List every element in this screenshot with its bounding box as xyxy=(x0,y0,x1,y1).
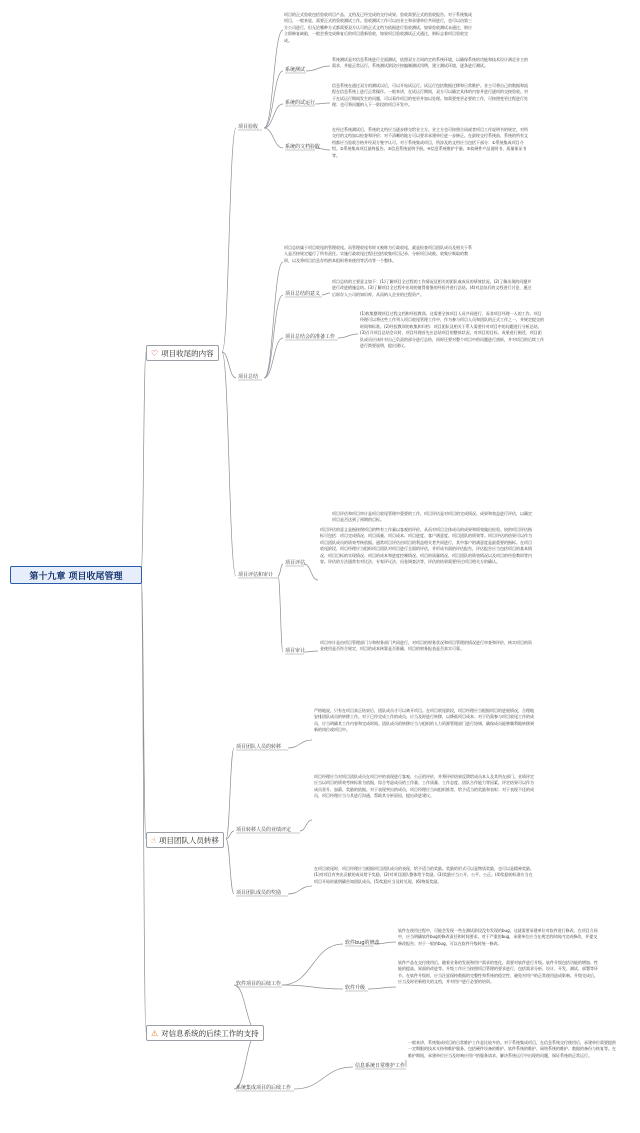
note-sys-docs: 在经过系统测试后，系统的文档应当逐步移交给业主方。业主方也可按照合同或者项目工作说明书的规定，对所交付的文档加以检查和评价；对不清晰的地方可以要求承建单位进一步修正。在最终交付系统前，系统的所有文档都应当验收合格并经双方签字认可。对于系统集成项目，所涉及的文档应当包括下部分：①系统集成项目介绍。②系统集成项目最终报告。③信息系统说明手册。④信息系统维护手册。⑤软硬件产品说明书、质量保证书等。 xyxy=(332,127,528,158)
note-transfer-personnel: 严格地说，只有在项目真正结束后，团队成员才可以离开项目。在项目收尾阶段，项目经理应当根据项目的进展情况，合理地安排团队成员的转移工作。对于已经完成工作的成员，应当及时进行转移，以降低项目成本；对于仍需参与项目收尾工作的成员，应当明确其工作内容和完成时间。团队成员的转移应当与组织的人力资源管理部门进行协调，确保成员能够顺利地转移到新的岗位或项目中。 xyxy=(314,708,534,733)
connector-sys-docs xyxy=(264,128,283,148)
node-sys-followup[interactable]: 系统集成项目的后续工作 xyxy=(236,1085,292,1091)
alert-icon: ⚠ xyxy=(151,1028,159,1038)
note-member-reward: 在项目收尾时，项目经理应当根据项目团队成员的表现，给予适当的奖励。奖励的形式可以是物质奖励，也可以是精神奖励。(1)对项目有突出贡献的成员给予奖励。(2)对项目团队整体给予奖励。(3)奖励应当公开、公平、公正。(4)奖励的标准应当在项目开始时就明确告知团队成员。(5)奖励应当及时兑现。(6)物质奖励。 xyxy=(314,866,534,884)
branch-label: 项目收尾的内容 xyxy=(161,348,214,358)
connector-member-reward xyxy=(226,839,234,894)
connector-note-sys-test xyxy=(306,66,330,71)
note-transfer-rule: 项目经理应当对项目团队成员在项目中的表现进行客观、公正的评价，并将评价结果反馈给成员本人及其所在部门。业绩评定应当以项目的绩效考核标准为依据，综合考虑成员的工作量、工作质量、工作态度、团队合作能力等因素。评定结果可以作为成员晋升、加薪、奖励的依据。对于表现突出的成员，项目经理应当向组织推荐，给予适当的奖励和表彰；对于表现不佳的成员，项目经理应当与其进行沟通，帮助其分析原因，提出改进建议。 xyxy=(314,774,534,799)
node-acceptance[interactable]: 项目验收 xyxy=(238,124,259,130)
node-sys-test[interactable]: 系统测试 xyxy=(285,67,306,73)
connector-sys-daily xyxy=(294,1067,353,1089)
connector-sw-upgrade xyxy=(282,985,343,989)
connector-summary-meaning xyxy=(264,295,283,378)
node-summary-prep[interactable]: 项目总结会的准备工作 xyxy=(285,334,336,340)
connector-note-summary-meaning xyxy=(322,293,330,295)
node-project-eval[interactable]: 项目评估 xyxy=(285,560,306,566)
note-summary-meaning: 项目总结的主要意义如下：(1)了解项目全过程的工作情况及相关的团队或成员的绩效状况。(2)了解出现的问题并进行改进措施总结。(3)了解项目全过程中出现的值得借鉴的经验并进行总结。(4)对总结后的文档进行讨论，通过后即存入公司的知识库，从而纳入企业的过程资产。 xyxy=(332,279,532,297)
node-sw-upgrade[interactable]: 软件升级 xyxy=(345,985,366,991)
connector-acceptance-intro xyxy=(264,30,283,128)
connector-note-project-audit xyxy=(304,651,318,652)
note-summary-prep: (1)收集整理项目过程文档和经验教训。这需要全体项目人员共同进行，而非项目经理一人的工作。项目经理可以将这些工作列入项目收尾管理工作中，作为参与项目人员和团队的正式工作之一，并规定提交的时间和标准。(2)经验教训的收集和归档：项目团队及相关干系人需要针对项目中的问题进行分析总结。(3)召开项目总结会议时，项目经理首先应总结项目的整体状况，对项目的目标、成果进行阐述，项目团队成员应该针对自己负责的部分进行总结，同时还要对整个项目中的问题进行剖析，并对项目的后续工作进行简要说明，提出建议。 xyxy=(360,311,544,349)
node-project-audit[interactable]: 项目审计 xyxy=(285,648,306,654)
connector-transfer-personnel xyxy=(226,748,234,839)
connector-evaluation xyxy=(222,352,236,576)
branch-team-transfer[interactable] xyxy=(146,832,224,848)
root-node-title[interactable]: 第十九章 项目收尾管理 xyxy=(10,566,142,584)
connector-bug-fix xyxy=(282,944,343,985)
note-sys-daily: 一般来讲，系统集成项目的日常维护工作是比较多的。对于系统集成项目，在信息系统交付使用后，承建单位需要提供一定期限的技术支持和维护服务，包括硬件设备的维护、软件系统的维护、网络系统的维护、数据的备份与恢复等。在维护期间，承建单位应当及时响应用户的服务请求，解决系统运行中出现的问题，保证系统的正常运行。 xyxy=(408,1040,616,1058)
note-project-eval: 项目评估的意义是指按照项目的特有工作量以客观的评价，从而对项目全体成员的成果和绩效做出检验。较的项目评估指标可包括：项目完成情况、项目质量、项目成本、项目进度、客户满意度、项目团队的绩效等。项目评估的结果可以作为项目团队成员的绩效考核依据。通常项目评估由项目的利益相关者共同进行，其中客户的满意度是最重要的指标。在项目收尾阶段，项目经理应当组织项目团队对项目进行全面的评估，并形成书面的评估报告，评估报告应当包括项目的基本情况、项目目标的实现情况、项目的成本和进度控制情况、项目的质量情况、项目团队的绩效情况以及项目的经验教训等内容。评估的方法通常有对比法、专家评议法、问卷调查法等，评估的结果需要经过项目相关方的确认。 xyxy=(320,527,532,565)
node-member-reward[interactable]: 项目团队成员的奖励 xyxy=(236,890,282,896)
node-summary-meaning[interactable]: 项目总结的意义 xyxy=(285,291,321,297)
connector-note-member-reward xyxy=(288,886,312,894)
connector-project-eval xyxy=(278,564,283,576)
connector-note-sys-trial xyxy=(315,103,330,104)
connector-root-content xyxy=(141,352,146,574)
note-bug-fix: 软件在使用过程中，可能会发现一些在测试阶段没有发现的bug，这就需要承建单位对软件进行修改。在项目合同中，应当明确软件bug的修改责任和时间要求。对于严重的bug，承建单位应当在规定的时间内完成修改，并提交修改报告；对于一般的bug，可以在软件升级时统一修改。 xyxy=(398,928,598,946)
node-summary[interactable]: 项目总结 xyxy=(238,374,259,380)
connector-summary xyxy=(222,352,236,378)
connector-root-followup xyxy=(141,574,146,1032)
connector-note-sw-upgrade xyxy=(368,987,396,989)
node-sys-daily[interactable]: 信息系统日常维护工作 xyxy=(355,1063,406,1069)
note-eval-intro: 项目评估和项目审计是项目收尾管理中重要的工作。项目评估是对项目的完成情况、成果和效益进行评估，以确定项目是否达到了预期的目标。 xyxy=(332,511,532,523)
note-acceptance-intro: 项目的正式验收包括验收项目产品、文档及已经完成的交付成果。验收需要正式的验收报告。对于系统集成项目，一般来说，需要正式的验收测试工作。验收测试工作可以由业主和承建单位共同进行，也可以由第三方公司进行，但无论哪种方式都需要双方认可的正式文档为依据进行验收测试，如果验收测试未通过，则应立即修复缺陷，一般会将完成修复后的项目重新验收，如果项目验收测试正式通过，则标志着项目验收完成。 xyxy=(284,12,472,43)
note-project-audit: 项目审计是由项目管理部门与和财务部门共同进行，对项目的财务状况和项目管理的情况进行审查和评价，核实项目的资金使用是否符合规定，项目的成本核算是否准确，项目的财务报表是否真实可靠。 xyxy=(320,640,532,652)
branch-label: 对信息系统的后续工作的支持 xyxy=(161,1028,259,1038)
heart-icon: ♡ xyxy=(151,348,159,358)
note-summary-intro: 项目总结属于项目收尾的管理收尾。而管理收尾有时又被称为行政收尾，就是检查项目团队成员及相关干系人是否按规定履行了所有责任。实施行政收尾过程还包括收集项目记录、分析项目成败、收集应吸取的教训，以及将项目信息存档供本组织将来使用等活动等一个整体。 xyxy=(284,245,472,263)
note-sw-upgrade: 软件产品在交付使用后，随着业务的发展和用户需求的变化，需要对软件进行升级。软件升级包括功能的增加、性能的提高、界面的改进等。升级工作应当按照项目管理的要求进行，包括需求分析、设计、开发、测试、部署等环节。在软件升级时，应当注意保持数据的完整性和系统的稳定性，避免对用户的正常使用造成影响。升级完成后，应当及时更新相关的文档，并对用户进行必要的培训。 xyxy=(398,960,598,985)
connector-note-transfer-personnel xyxy=(288,740,312,748)
connector-acceptance xyxy=(222,128,236,352)
node-transfer-personnel[interactable]: 项目团队人员的转移 xyxy=(236,744,282,750)
branch-label: 项目团队人员转移 xyxy=(158,835,219,845)
connector-project-audit xyxy=(278,576,283,652)
node-sys-trial[interactable]: 系统的试运行 xyxy=(285,100,316,106)
hand-icon: ☝ xyxy=(151,835,156,845)
node-bug-fix[interactable]: 软件bug的修改 xyxy=(345,940,380,946)
branch-closing-content[interactable] xyxy=(146,345,219,361)
branch-followup-support[interactable] xyxy=(146,1025,264,1041)
node-sw-followup[interactable]: 软件项目的后续工作 xyxy=(236,981,282,987)
note-sys-test: 系统测试是对信息系统进行全面测试，依照双方合同约定的系统环境，以确保系统的功能和技术设计满足业主的需求，并能正常运行。系统测试阶段应按编制测试用例，建立测试环境，逐条进行测试。 xyxy=(332,57,528,69)
node-transfer-rule[interactable]: 项目转移人员的业绩评定 xyxy=(236,827,292,833)
connector-summary-intro xyxy=(264,262,283,378)
connector-note-summary-prep xyxy=(338,334,358,338)
node-evaluation[interactable]: 项目评估和审计 xyxy=(238,572,274,578)
note-sys-trial: 信息系统在通过双方的测试以后，可以开始试运行。试运行包括数据迁移和日常维护。业主可将自己的数据和流程在信息系统上进行正常操作。一般来讲，在试运行期间，双方可以确定具体的内容并进行逐项的交接验收。对于在试运行期间发生的问题，可以看作项目的变更并加以处理。如需要变更必要的工作，可按照变更过程进行处理；也可将问题纳入下一阶段的项目开发中。 xyxy=(332,83,528,108)
node-sys-docs[interactable]: 系统的文档验收 xyxy=(285,144,321,150)
connector-summary-prep xyxy=(264,338,283,378)
connector-note-project-eval xyxy=(304,564,318,580)
connector-note-transfer-rule xyxy=(300,820,312,831)
